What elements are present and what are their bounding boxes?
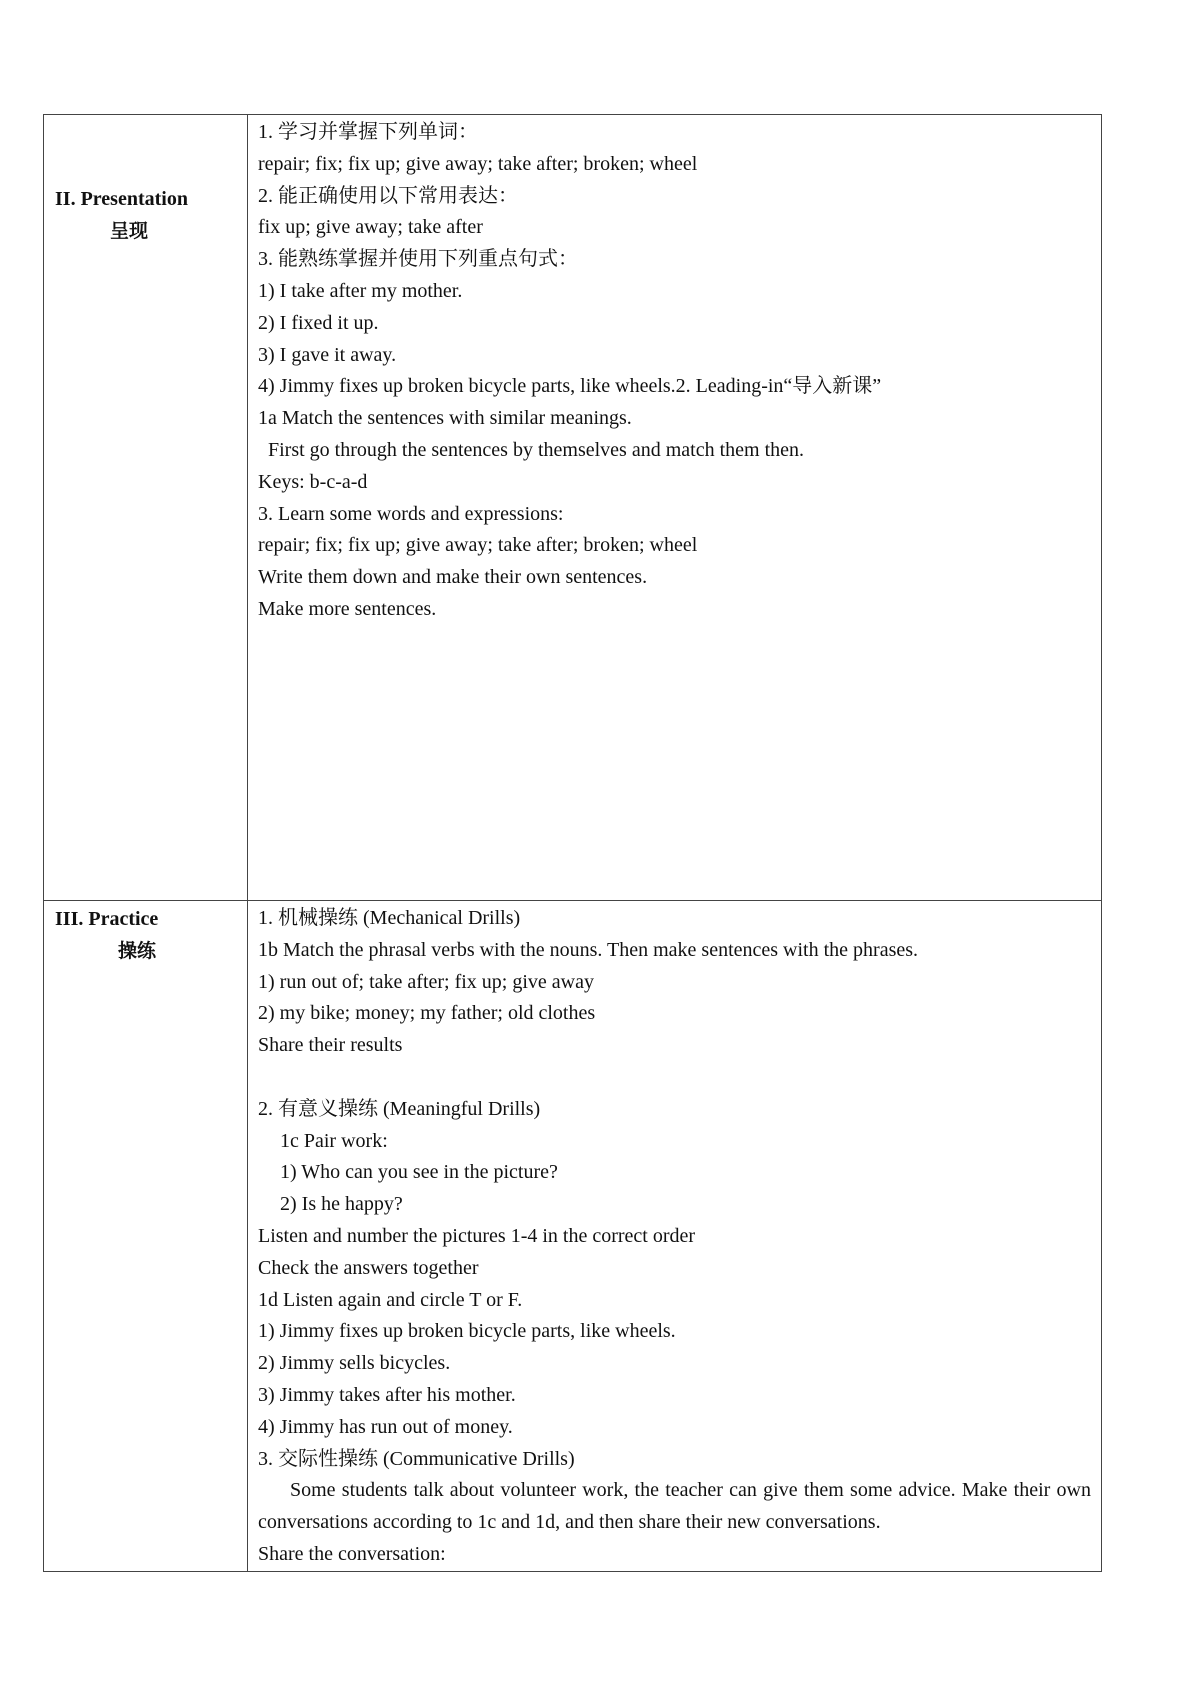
- practice-line: Listen and number the pictures 1-4 in the correct order: [258, 1224, 696, 1247]
- practice-line: 1b Match the phrasal verbs with the nouns. Then make sentences with the phrases.: [258, 938, 919, 961]
- practice-paragraph: Some students talk about volunteer work, the teacher can give them some advice. Make their own conversations according to 1c and 1d, and then share their new conversations.: [258, 1479, 1091, 1534]
- practice-line: 2) my bike; money; my father; old clothes: [258, 1002, 596, 1025]
- presentation-line: 1) I take after my mother.: [258, 279, 463, 302]
- presentation-line: repair; fix; fix up; give away; take after; broken; wheel: [258, 534, 698, 557]
- practice-line: 2. 有意义操练 (Meaningful Drills): [258, 1097, 541, 1120]
- practice-line: Share the conversation:: [258, 1542, 446, 1565]
- lesson-plan-table: [43, 114, 1102, 1572]
- practice-line: 1. 机械操练 (Mechanical Drills): [258, 907, 521, 929]
- presentation-line: 2) I fixed it up.: [258, 311, 379, 334]
- presentation-line: 1a Match the sentences with similar meanings.: [258, 407, 632, 430]
- presentation-line: First go through the sentences by themselves and match them then.: [268, 438, 804, 461]
- practice-label-zh: 操练: [118, 940, 157, 962]
- presentation-line: 3. Learn some words and expressions:: [258, 502, 564, 525]
- presentation-row: [44, 115, 1102, 901]
- practice-line: 1c Pair work:: [280, 1129, 388, 1152]
- presentation-content-cell: [248, 115, 1102, 901]
- practice-line: 3. 交际性操练 (Communicative Drills): [258, 1447, 575, 1470]
- practice-line: 1) Jimmy fixes up broken bicycle parts, like wheels.: [258, 1320, 676, 1343]
- presentation-line: repair; fix; fix up; give away; take after; broken; wheel: [258, 152, 698, 175]
- presentation-line: 3) I gave it away.: [258, 343, 397, 366]
- presentation-line: 2. 能正确使用以下常用表达：: [258, 184, 518, 207]
- presentation-line: 3. 能熟练掌握并使用下列重点句式：: [258, 248, 578, 271]
- practice-row: [44, 901, 1102, 1572]
- practice-content-cell: [248, 901, 1102, 1572]
- presentation-line: 4) Jimmy fixes up broken bicycle parts, like wheels.2. Leading-in“导入新课”: [258, 375, 882, 398]
- practice-label-cell: [44, 901, 248, 1572]
- presentation-line: Make more sentences.: [258, 597, 437, 620]
- presentation-line: Write them down and make their own sentences.: [258, 566, 648, 589]
- blank-line: [258, 1062, 1091, 1094]
- presentation-label-zh: 呈现: [110, 220, 149, 242]
- practice-line: 1) Who can you see in the picture?: [280, 1161, 558, 1184]
- presentation-label-en: II. Presentation: [55, 188, 188, 210]
- practice-line: 2) Is he happy?: [280, 1193, 403, 1216]
- presentation-line: Keys: b-c-a-d: [258, 470, 368, 493]
- practice-line: 1) run out of; take after; fix up; give away: [258, 970, 594, 993]
- presentation-label-cell: [44, 115, 248, 901]
- presentation-line: 1. 学习并掌握下列单词：: [258, 121, 478, 143]
- practice-line: Check the answers together: [258, 1256, 479, 1279]
- practice-line: 4) Jimmy has run out of money.: [258, 1415, 513, 1438]
- practice-line: Share their results: [258, 1034, 403, 1057]
- practice-line: 2) Jimmy sells bicycles.: [258, 1352, 451, 1375]
- practice-line: 3) Jimmy takes after his mother.: [258, 1383, 516, 1406]
- practice-line: 1d Listen again and circle T or F.: [258, 1288, 523, 1311]
- presentation-line: fix up; give away; take after: [258, 216, 483, 239]
- practice-label-en: III. Practice: [55, 908, 159, 930]
